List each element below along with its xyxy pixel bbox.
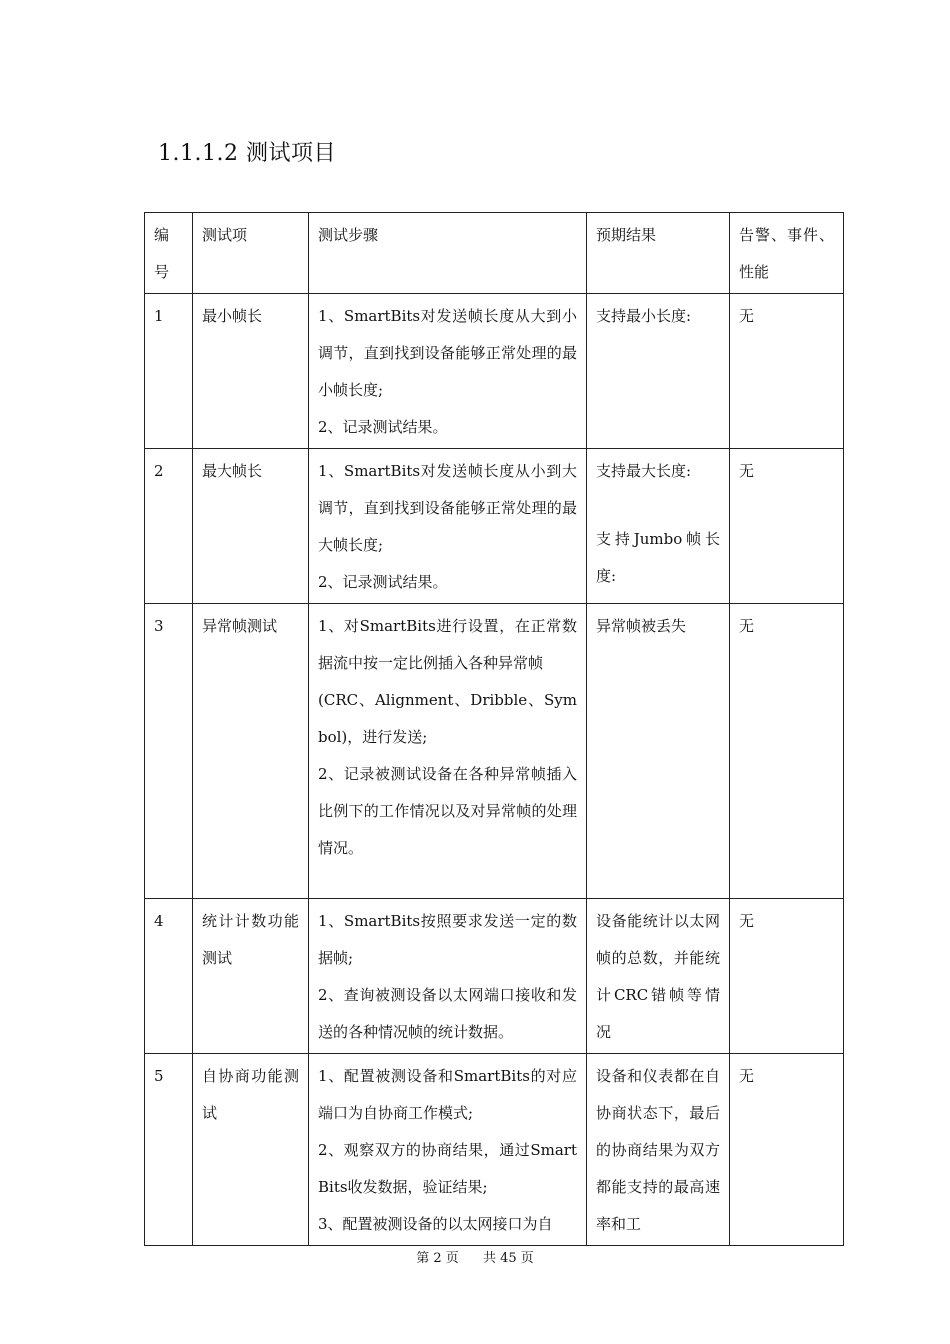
row-test-item: 最大帧长 [193, 449, 309, 604]
row-alarm: 无 [730, 449, 844, 604]
row-expected-result [587, 449, 730, 604]
step-text: 2、观察双方的协商结果，通过SmartBits收发数据，验证结果; [318, 1141, 577, 1196]
header-test-steps: 测试步骤 [309, 213, 587, 294]
row-test-steps [309, 449, 587, 604]
row-alarm: 无 [730, 604, 844, 899]
header-test-item: 测试项 [193, 213, 309, 294]
row-test-steps [309, 1054, 587, 1246]
row-alarm: 无 [730, 899, 844, 1054]
step-text: 1、对SmartBits进行设置，在正常数据流中按一定比例插入各种异常帧 [318, 617, 577, 672]
row-alarm: 无 [730, 1054, 844, 1246]
row-test-item: 统计计数功能测试 [193, 899, 309, 1054]
row-number: 1 [145, 294, 193, 449]
step-text: 1、SmartBits对发送帧长度从大到小调节，直到找到设备能够正常处理的最小帧长度; [318, 307, 577, 399]
row-number: 3 [145, 604, 193, 899]
row-expected-result [587, 899, 730, 1054]
row-test-item: 最小帧长 [193, 294, 309, 449]
row-test-steps [309, 294, 587, 449]
step-text: 1、配置被测设备和SmartBits的对应端口为自协商工作模式; [318, 1067, 577, 1122]
table-row [145, 1054, 844, 1246]
step-text: (CRC、Alignment、Dribble、Symbol)，进行发送; [318, 691, 577, 746]
table-row [145, 604, 844, 899]
step-text: 2、记录被测试设备在各种异常帧插入比例下的工作情况以及对异常帧的处理情况。 [318, 765, 577, 857]
expected-text: 支持最小长度: [596, 307, 692, 325]
step-text: 1、SmartBits按照要求发送一定的数据帧; [318, 912, 577, 967]
row-number: 4 [145, 899, 193, 1054]
row-expected-result [587, 294, 730, 449]
table-row [145, 899, 844, 1054]
row-number: 2 [145, 449, 193, 604]
header-number: 编号 [145, 213, 193, 294]
page-number: 第 2 页 [416, 1251, 459, 1266]
step-text: 1、SmartBits对发送帧长度从小到大调节，直到找到设备能够正常处理的最大帧长度; [318, 462, 577, 554]
table-header-row [145, 213, 844, 294]
expected-spacer [596, 490, 720, 521]
expected-text: 设备和仪表都在自协商状态下，最后的协商结果为双方都能支持的最高速率和工 [596, 1067, 720, 1233]
table-row [145, 294, 844, 449]
expected-text: 支持最大长度: [596, 462, 692, 480]
expected-text: 异常帧被丢失 [596, 617, 687, 635]
expected-text: 设备能统计以太网帧的总数，并能统计CRC错帧等情况 [596, 912, 720, 1041]
row-expected-result [587, 1054, 730, 1246]
row-test-steps [309, 899, 587, 1054]
step-text: 2、记录测试结果。 [318, 573, 448, 591]
row-test-item: 异常帧测试 [193, 604, 309, 899]
row-expected-result [587, 604, 730, 899]
page-footer [0, 1247, 950, 1266]
row-test-steps [309, 604, 587, 899]
page-total: 共 45 页 [482, 1251, 534, 1266]
table-row [145, 449, 844, 604]
expected-text: 支持Jumbo帧长度: [596, 530, 720, 585]
test-items-table [144, 212, 844, 1246]
step-text: 3、配置被测设备的以太网接口为自 [318, 1215, 553, 1233]
section-heading: 1.1.1.2 测试项目 [158, 141, 336, 166]
step-text: 2、记录测试结果。 [318, 418, 448, 436]
step-text: 2、查询被测设备以太网端口接收和发送的各种情况帧的统计数据。 [318, 986, 577, 1041]
header-alarm-event-performance: 告警、事件、性能 [730, 213, 844, 294]
row-alarm: 无 [730, 294, 844, 449]
header-expected-result: 预期结果 [587, 213, 730, 294]
row-number: 5 [145, 1054, 193, 1246]
row-test-item: 自协商功能测试 [193, 1054, 309, 1246]
